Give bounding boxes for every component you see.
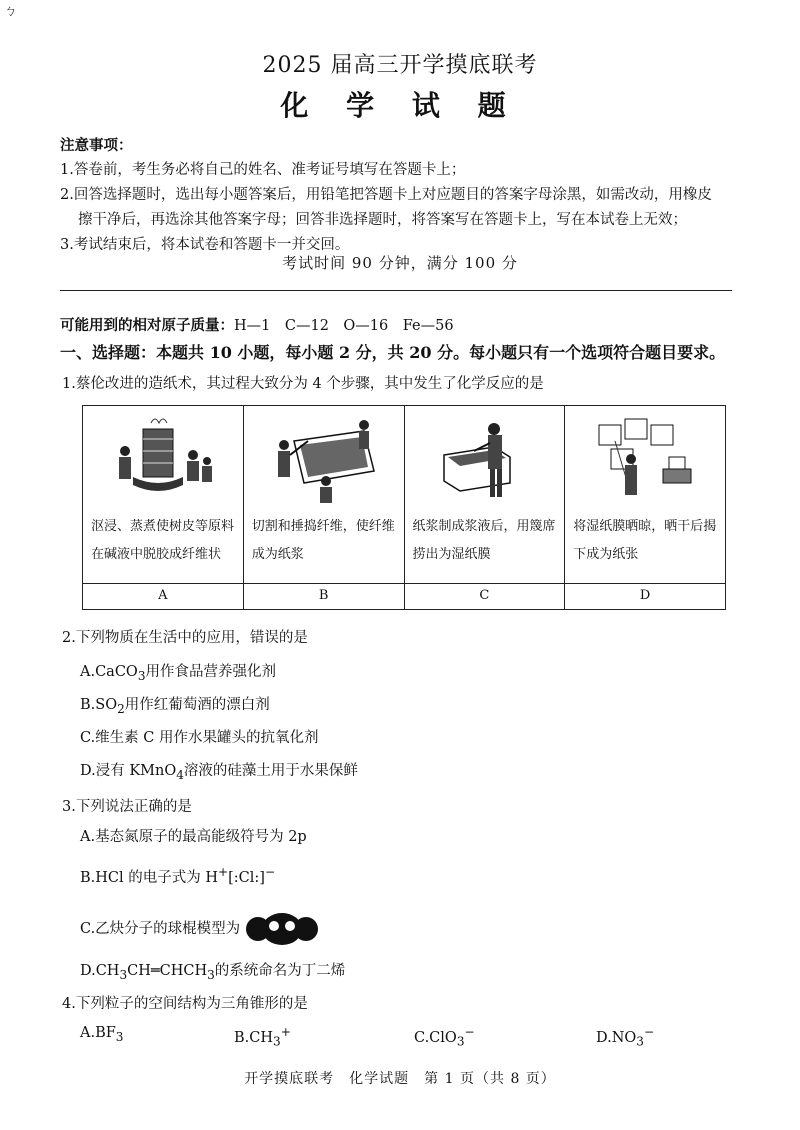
q1-text-d: 将湿纸膜晒晾，晒干后揭下成为纸张 (573, 519, 717, 562)
question-4-stem: 4.下列粒子的空间结构为三角锥形的是 (62, 996, 308, 1012)
q1-cell-d (565, 406, 726, 610)
q1-text-c: 纸浆制成浆液后，用篾席捞出为湿纸膜 (412, 519, 556, 562)
q1-cell-a (83, 406, 244, 610)
scooping-pulp-illustration-icon (424, 411, 544, 507)
exam-time: 考试时间 90 分钟，满分 100 分 (282, 254, 518, 272)
notice-item-3: 3.考试结束后，将本试卷和答题卡一并交回。 (60, 237, 350, 253)
question-2-stem: 2.下列物质在生活中的应用，错误的是 (62, 630, 308, 646)
question-3-option-b: B.HCl 的电子式为 H+[:Cl:]− (80, 865, 276, 886)
atomic-masses (60, 314, 454, 335)
q1-illustration-a (83, 406, 243, 511)
question-3-option-c: C.乙炔分子的球棍模型为 (80, 912, 322, 946)
q1-cell-c (404, 406, 565, 610)
question-4-option-d: $D.NO_3^-$ (596, 1025, 655, 1049)
question-4-option-c: C.ClO$_3$− (414, 1025, 475, 1049)
q1-illustration-b (244, 406, 404, 511)
q1-label-b: B (244, 583, 404, 608)
question-2-option-a: A.CaCO$_3$用作食品营养强化剂 (80, 664, 276, 683)
question-2-option-d: D.浸有 KMnO$_4$溶液的硅藻土用于水果保鲜 (80, 763, 358, 782)
section-1-title: 一、选择题：本题共 10 小题，每小题 2 分，共 20 分。每小题只有一个选项符合题目要求。 (60, 343, 726, 362)
q1-text-a: 沤浸、蒸煮使树皮等原料在碱液中脱胶成纤维状 (91, 519, 235, 562)
question-3-stem: 3.下列说法正确的是 (62, 799, 192, 815)
q1-cell-b (243, 406, 404, 610)
question-3-option-d: $D.CH_3CH═CHCH_3$的系统命名为丁二烯 (80, 963, 346, 982)
atomic-masses-values: H—1 C—12 O—16 Fe—56 (234, 318, 454, 334)
question-1-stem: 1.蔡伦改进的造纸术，其过程大致分为 4 个步骤，其中发生了化学反应的是 (62, 376, 544, 392)
notice-block (60, 133, 750, 258)
question-4-option-b: $B.CH_3^+$ (234, 1025, 291, 1049)
question-2-option-b: $B.SO_2$用作红葡萄酒的漂白剂 (80, 697, 270, 716)
notice-item-1: 1.答卷前，考生务必将自己的姓名、准考证号填写在答题卡上； (60, 162, 466, 178)
q1-label-d: D (565, 583, 725, 608)
question-4-option-a: $A.BF_3$ (80, 1025, 124, 1044)
q1-label-a: A (83, 583, 243, 608)
question-2-option-c: C.维生素 C 用作水果罐头的抗氧化剂 (80, 730, 319, 746)
q1-text-b: 切割和捶捣纤维，使纤维成为纸浆 (251, 519, 395, 562)
q1-illustration-d (565, 406, 725, 511)
notice-title: 注意事项： (60, 137, 133, 154)
atomic-masses-label: 可能用到的相对原子质量： (60, 317, 234, 334)
notice-item-2-cont: 擦干净后，再选涂其他答案字母；回答非选择题时，将答案写在答题卡上，写在本试卷上无效； (78, 212, 687, 228)
page-footer: 开学摸底联考 化学试题 第 1 页（共 8 页） (244, 1071, 556, 1087)
question-3-option-a: A.基态氮原子的最高能级符号为 2p (80, 829, 307, 845)
corner-mark: ㄅ (4, 4, 18, 19)
pounding-fiber-illustration-icon (264, 411, 384, 507)
page-title: 化 学 试 题 (280, 89, 520, 122)
notice-item-2: 2.回答选择题时，选出每小题答案后，用铅笔把答题卡上对应题目的答案字母涂黑，如需改动，用橡皮 (60, 187, 712, 203)
divider-line (60, 290, 732, 291)
soaking-vat-illustration-icon (103, 411, 223, 507)
q1-label-c: C (405, 583, 565, 608)
exam-header: 2025 届高三开学摸底联考 (262, 53, 538, 78)
acetylene-ball-stick-model-icon (242, 912, 322, 946)
q1-illustration-c (405, 406, 565, 511)
drying-paper-illustration-icon (585, 411, 705, 507)
question-1-table (82, 405, 726, 610)
electron-formula: [:Cl:] (228, 869, 265, 886)
